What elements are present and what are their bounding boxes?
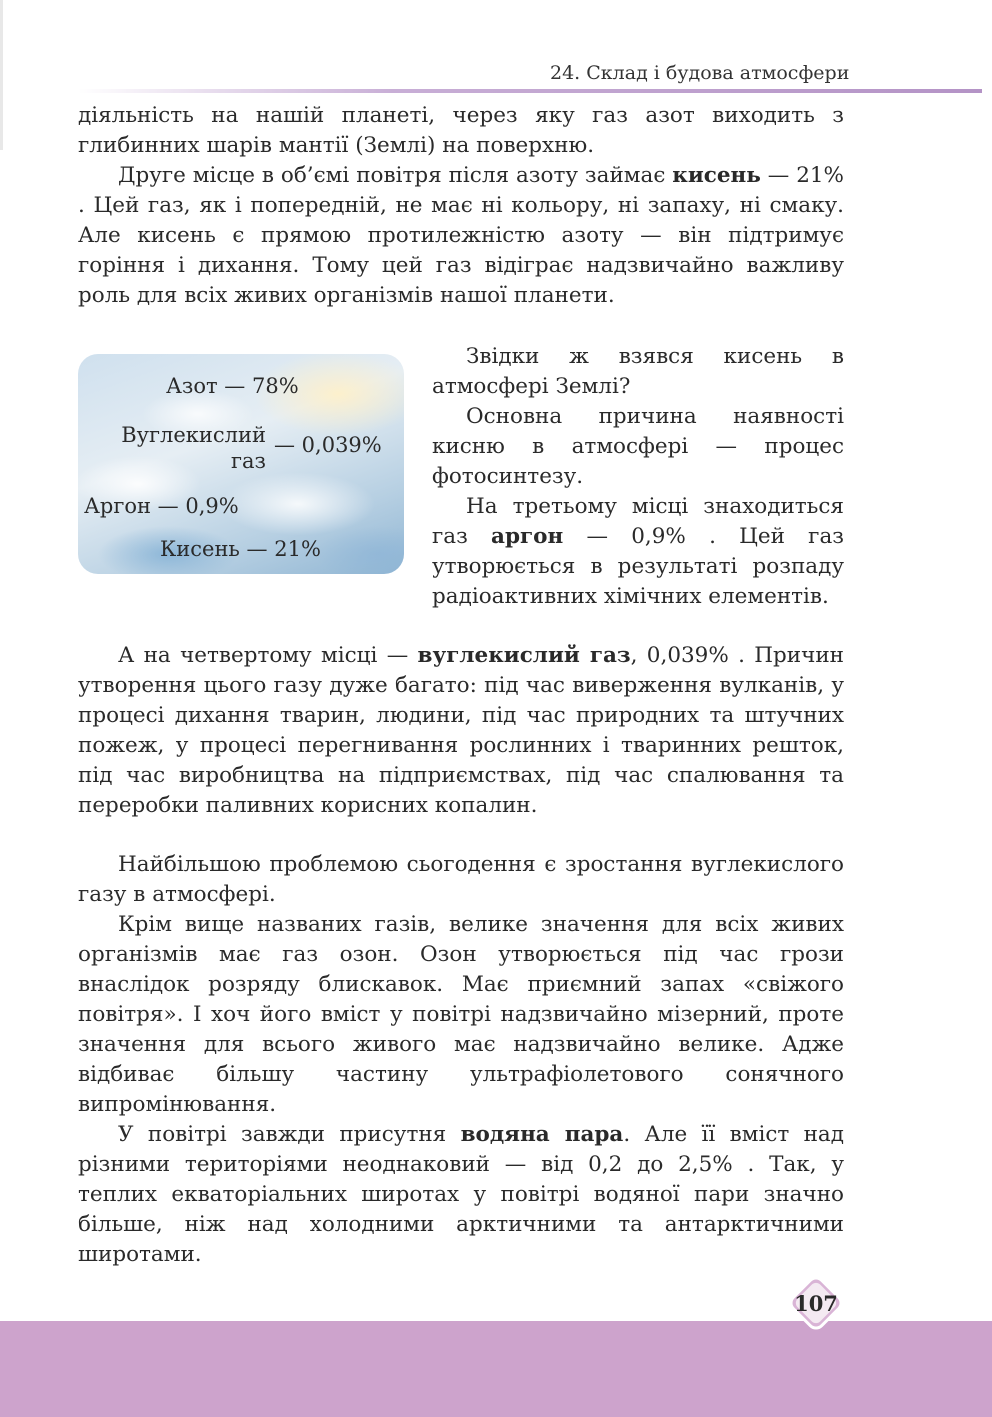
header-divider <box>78 89 982 93</box>
figure-label-nitrogen: Азот — 78% <box>166 374 299 398</box>
paragraph-argon: На третьому місці знаходиться газ аргон — 0,9% . Цей газ утворюється в результаті розпаду радіоактивних хімічних елементів. <box>432 494 844 609</box>
term-co2: вуглекислий газ <box>417 643 631 668</box>
term-water-vapor: водяна пара <box>460 1122 624 1147</box>
figure-label-co2-name: Вуглекислий газ <box>121 423 266 473</box>
paragraph-question: Звідки ж взявся кисень в атмосфері Землі? <box>432 344 844 399</box>
running-header: 24. Склад і будова атмосфери <box>550 62 850 84</box>
page-edge-rule <box>0 0 3 150</box>
term-oxygen: кисень <box>672 163 761 188</box>
paragraph-ozone: Крім вище названих газів, велике значення для всіх живих організмів має газ озон. Озон утворюється під час грози внаслідок розряду блискавок. Має приємний запах «свіжого повітря». І хоч його вміст у повітрі надзвичайно мізерний, проте значення для всього живого має надзвичайно велике. Адже відбиває більшу частину ультрафіолетового сонячного випромінювання. <box>78 912 844 1117</box>
figure-label-argon: Аргон — 0,9% <box>84 494 239 518</box>
figure-label-co2-value: — 0,039% <box>274 433 382 457</box>
paragraph-oxygen: Друге місце в об’ємі повітря після азоту займає кисень — 21% . Цей газ, як і попередній, не має ні кольору, ні запаху, ні смаку. Але кисень є прямою протилежністю азоту — він підтримує горіння і дихання. Тому цей газ відіграє надзвичайно важливу роль для всіх живих організмів нашої планети. <box>78 163 844 308</box>
paragraph-problem: Найбільшою проблемою сьогодення є зростання вуглекислого газу в атмосфері. <box>78 852 844 907</box>
paragraph-co2: А на четвертому місці — вуглекислий газ, 0,039% . Причин утворення цього газу дуже багато: під час виверження вулканів, у процесі дихання тварин, людини, під час природних та штучних пожеж, у процесі перегнивання рослинних і тваринних решток, під час виробництва на підприємствах, під час спалювання та переробки паливних корисних копалин. <box>78 643 844 818</box>
term-argon: аргон <box>491 524 564 549</box>
figure-label-oxygen: Кисень — 21% <box>160 537 321 561</box>
page-number: 107 <box>794 1290 838 1316</box>
paragraph-1: діяльність на нашій планеті, через яку газ азот виходить з глибинних шарів мантії (Землі) на поверхню. <box>78 103 844 158</box>
paragraph-photosynthesis: Основна причина наявності кисню в атмосфері — процес фотосинтезу. <box>432 404 844 489</box>
page-number-badge <box>783 1270 849 1336</box>
paragraph-water-vapor: У повітрі завжди присутня водяна пара. Але її вміст над різними територіями неоднаковий — від 0,2 до 2,5% . Так, у теплих екваторіальних широтах у повітрі водяної пари значно більше, ніж над холодними арктичними та антарктичними широтами. <box>78 1122 844 1267</box>
atmosphere-composition-figure <box>78 354 404 574</box>
